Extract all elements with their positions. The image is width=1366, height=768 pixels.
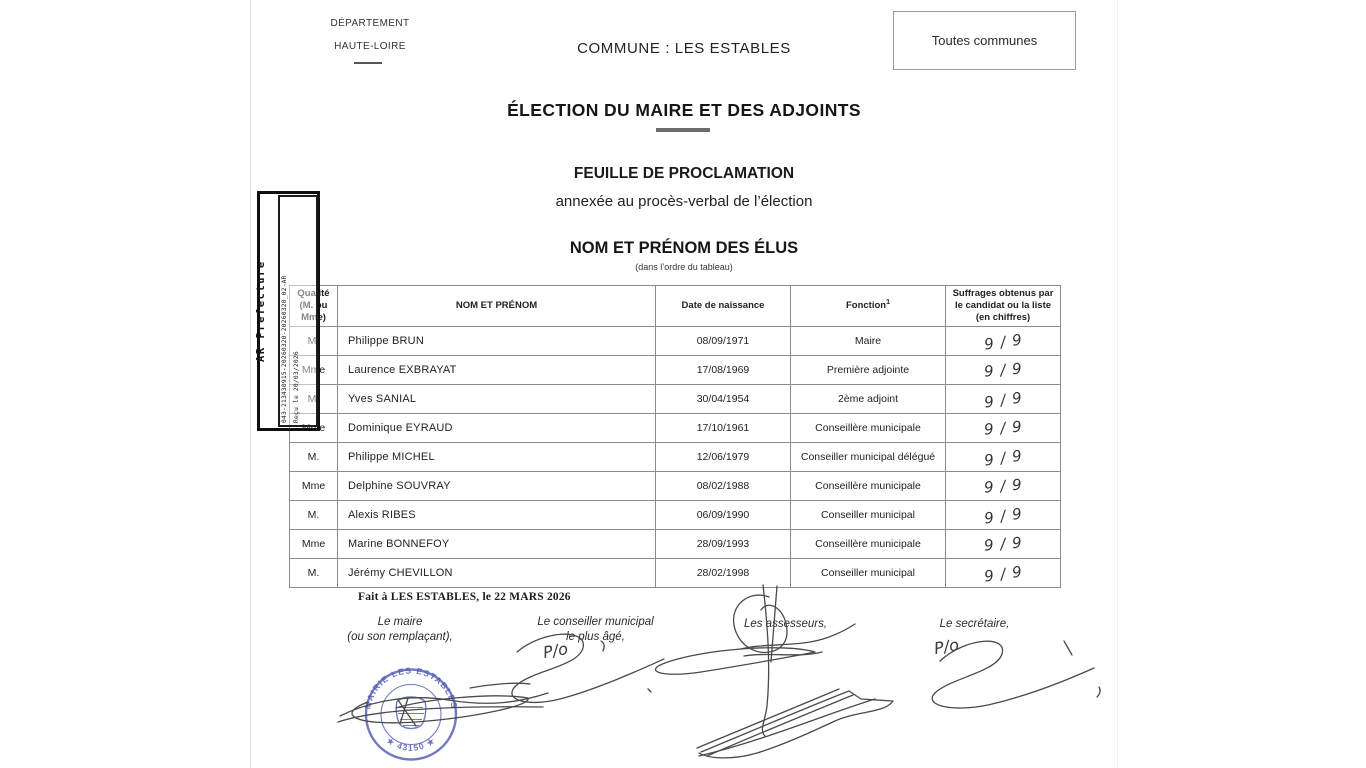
po-mark-secretaire: P/o — [932, 634, 961, 659]
handwritten-votes: 9 / 9 — [982, 330, 1024, 354]
handwritten-votes: 9 / 9 — [982, 416, 1024, 439]
signatory-conseiller — [518, 615, 673, 645]
commune-title: COMMUNE : LES ESTABLES — [577, 40, 791, 57]
handwritten-votes: 9 / 9 — [982, 388, 1024, 412]
cell-votes — [946, 529, 1061, 558]
cell-role: Conseiller municipal délégué — [791, 442, 946, 471]
cell-civility: M. — [290, 500, 338, 529]
cell-role: Première adjointe — [791, 355, 946, 384]
cell-name: Dominique EYRAUD — [338, 413, 656, 442]
cell-votes — [946, 558, 1061, 587]
cell-civility: M. — [290, 442, 338, 471]
handwritten-votes: 9 / 9 — [982, 358, 1024, 381]
header-function: Fonction$^1$ — [791, 286, 946, 327]
cell-birthdate: 08/02/1988 — [656, 471, 791, 500]
cell-votes — [946, 442, 1061, 471]
title-divider — [656, 128, 710, 132]
cell-civility: Mme — [290, 471, 338, 500]
cell-votes — [946, 471, 1061, 500]
cell-role: Conseillère municipale — [791, 529, 946, 558]
cell-role: 2ème adjoint — [791, 384, 946, 413]
table-row — [290, 355, 1061, 384]
table-row — [290, 442, 1061, 471]
signatory-maire — [338, 615, 462, 645]
cell-votes — [946, 326, 1061, 355]
table-header-row — [290, 286, 1061, 327]
cell-name: Yves SANIAL — [338, 384, 656, 413]
municipal-round-stamp — [345, 657, 480, 768]
signatory-maire-line1: Le maire — [377, 616, 423, 628]
cell-name: Laurence EXBRAYAT — [338, 355, 656, 384]
sheet-title: FEUILLE DE PROCLAMATION — [573, 165, 795, 182]
header-votes: Suffrages obtenus par le candidat ou la liste (en chiffres) — [946, 286, 1061, 327]
cell-votes — [946, 500, 1061, 529]
header-name: NOM ET PRÉNOM — [338, 286, 656, 327]
cell-birthdate: 06/09/1990 — [656, 500, 791, 529]
signatory-maire-line2: (ou son remplaçant), — [347, 630, 453, 643]
sheet-subtitle: annexée au procès-verbal de l’élection — [555, 193, 813, 210]
names-title: NOM ET PRÉNOM DES ÉLUS — [569, 239, 799, 257]
cell-civility: Mme — [290, 529, 338, 558]
cell-role: Conseillère municipale — [791, 471, 946, 500]
header-birthdate: Date de naissance — [656, 286, 791, 327]
cell-civility: M. — [290, 384, 338, 413]
svg-text:★ 43150 ★ — [385, 735, 438, 753]
handwritten-votes: 9 / 9 — [982, 532, 1024, 555]
cell-role: Conseiller municipal — [791, 558, 946, 587]
cell-civility: Mme — [290, 355, 338, 384]
cell-votes — [946, 355, 1061, 384]
names-subtitle: (dans l’ordre du tableau) — [635, 262, 733, 272]
header-civility: Qualité (M. ou Mme) — [290, 286, 338, 327]
table-row — [290, 326, 1061, 355]
cell-name: Alexis RIBES — [338, 500, 656, 529]
signatory-assesseurs: Les assesseurs, — [743, 618, 828, 630]
department-label: DÉPARTEMENT — [330, 18, 410, 29]
cell-birthdate: 30/04/1954 — [656, 384, 791, 413]
stamp-ring-top-text: MAIRIE LES ESTABLES — [362, 665, 460, 710]
toutes-communes-button[interactable] — [893, 11, 1076, 70]
handwritten-votes: 9 / 9 — [982, 446, 1024, 470]
handwritten-votes: 9 / 9 — [982, 474, 1024, 497]
signatory-conseiller-line2: le plus âgé, — [566, 630, 625, 643]
cell-role: Conseillère municipale — [791, 413, 946, 442]
cell-birthdate: 17/10/1961 — [656, 413, 791, 442]
cell-birthdate: 17/08/1969 — [656, 355, 791, 384]
cell-role: Maire — [791, 326, 946, 355]
table-row — [290, 413, 1061, 442]
cell-votes — [946, 384, 1061, 413]
cell-name: Jérémy CHEVILLON — [338, 558, 656, 587]
cell-birthdate: 28/02/1998 — [656, 558, 791, 587]
svg-text:MAIRIE LES ESTABLES — [362, 665, 459, 710]
ar-prefecture-label: AR Prefecture — [255, 260, 267, 362]
toutes-communes-label: Toutes communes — [931, 33, 1038, 48]
done-at-line: Fait à LES ESTABLES, le 22 MARS 2026 — [358, 591, 571, 603]
cell-civility: M. — [290, 558, 338, 587]
cell-votes — [946, 413, 1061, 442]
table-row — [290, 558, 1061, 587]
department-name: HAUTE-LOIRE — [334, 41, 406, 52]
handwritten-votes: 9 / 9 — [982, 562, 1024, 586]
stamp-ring-bottom-text: ★ 43150 ★ — [384, 735, 438, 753]
cell-name: Philippe BRUN — [338, 326, 656, 355]
cell-name: Marine BONNEFOY — [338, 529, 656, 558]
cell-name: Philippe MICHEL — [338, 442, 656, 471]
table-row — [290, 471, 1061, 500]
table-row — [290, 500, 1061, 529]
cell-name: Delphine SOUVRAY — [338, 471, 656, 500]
cell-civility: M. — [290, 326, 338, 355]
ar-reference-number: 043-213430915-20260320-20260320_02-AR — [281, 275, 288, 423]
table-row — [290, 384, 1061, 413]
table-row — [290, 529, 1061, 558]
signatory-secretaire: Le secrétaire, — [939, 618, 1010, 630]
main-title: ÉLECTION DU MAIRE ET DES ADJOINTS — [507, 100, 861, 120]
results-table — [289, 285, 1060, 588]
cell-civility: Mme — [290, 413, 338, 442]
cell-birthdate: 28/09/1993 — [656, 529, 791, 558]
cell-role: Conseiller municipal — [791, 500, 946, 529]
cell-birthdate: 08/09/1971 — [656, 326, 791, 355]
handwritten-votes: 9 / 9 — [982, 504, 1024, 528]
cell-birthdate: 12/06/1979 — [656, 442, 791, 471]
ar-received-date: Reçu le 20/03/2026 — [293, 351, 300, 423]
signatory-conseiller-line1: Le conseiller municipal — [537, 616, 654, 628]
po-mark-conseiller: P/o — [541, 638, 570, 663]
department-underline — [354, 62, 382, 64]
